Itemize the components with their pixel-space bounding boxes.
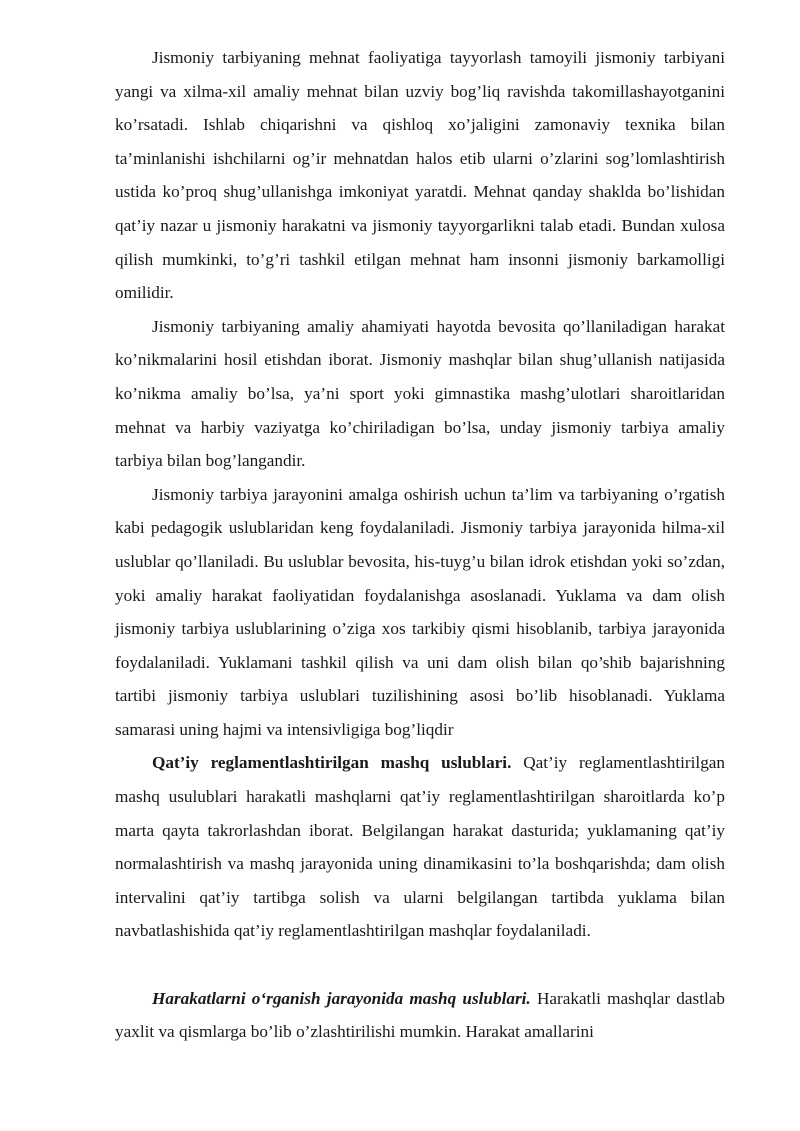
paragraph-learning-movements (115, 982, 725, 1049)
paragraph-labor-principle: Jismoniy tarbiyaning mehnat faoliyatiga tayyorlash tamoyili jismoniy tarbiyani yangi va xilma-xil amaliy mehnat bilan uzviy bog’liq ravishda takomillashayotganini ko’rsatadi. Ishlab chiqarishni va qishloq xo’jaligini zamonaviy texnika bilan ta’minlanishi ishchilarni og’ir mehnatdan halos etib ularni o’zlarini sog’lomlashtirish ustida ko’proq shug’ullanishga imkoniyat yaratdi. Mehnat qanday shaklda bo’lishidan qat’iy nazar u jismoniy harakatni va jismoniy tayyorgarlikni talab etadi. Bundan xulosa qilish mumkinki, to’g’ri tashkil etilgan mehnat ham insonni jismoniy barkamolligi omilidir. (115, 48, 725, 303)
paragraph-pedagogical-methods: Jismoniy tarbiya jarayonini amalga oshirish uchun ta’lim va tarbiyaning o’rgatish kabi pedagogik uslublaridan keng foydalaniladi. Jismoniy tarbiya jarayonida hilma-xil uslublar qo’llaniladi. Bu uslublar bevosita, his-tuyg’u bilan idrok etishdan yoki so’zdan, yoki amaliy harakat faoliyatidan foydalanishga asoslanadi. Yuklama va dam olish jismoniy tarbiya uslublarining o’ziga xos tarkibiy qismi hisoblanib, tarbiya jarayonida foydalaniladi. Yuklamani tashkil qilish va uni dam olish bilan qo’shib bajarishning tartibi jismoniy tarbiya uslublari tuzilishining asosi bo’lib hisoblanadi. Yuklama samarasi uning hajmi va intensivligiga bog’liqdir (115, 484, 725, 739)
section-heading-learning-movements: Harakatlarni o‘rganish jarayonida mashq uslublari. (152, 988, 531, 1008)
paragraph-practical-importance: Jismoniy tarbiyaning amaliy ahamiyati hayotda bevosita qo’llaniladigan harakat ko’nikmalarini hosil etishdan iborat. Jismoniy mashqlar bilan shug’ullanish natijasida ko’nikma amaliy bo’lsa, ya’ni sport yoki gimnastika mashg’ulotlari sharoitlaridan mehnat va harbiy vaziyatga ko’chiriladigan bo’lsa, unday jismoniy tarbiya amaliy tarbiya bilan bog’langandir. (115, 316, 725, 471)
document-page (115, 41, 725, 1049)
paragraph-learning-movements-body: Harakatli mashqlar dastlab yaxlit va qismlarga bo’lib o’zlashtirilishi mumkin. Harakat amallarini (115, 988, 725, 1042)
blank-line (115, 948, 725, 982)
paragraph-regulated-exercise (115, 746, 725, 948)
section-heading-regulated-exercise: Qat’iy reglamentlashtirilgan mashq uslublari. (152, 753, 512, 773)
paragraph-regulated-exercise-body: Qat’iy reglamentlashtirilgan mashq usulublari harakatli mashqlarni qat’iy reglamentlashtirilgan sharoitlarda ko’p marta qayta takrorlashdan iborat. Belgilangan harakat dasturida; yuklamaning qat’iy normalashtirish va mashq jarayonida uning dinamikasini to’la boshqarishda; dam olish intervalini qat’iy tartibga solish va ularni belgilangan tartibda yuklama bilan navbatlashishida qat’iy reglamentlashtirilgan mashqlar foydalaniladi. (115, 753, 726, 941)
